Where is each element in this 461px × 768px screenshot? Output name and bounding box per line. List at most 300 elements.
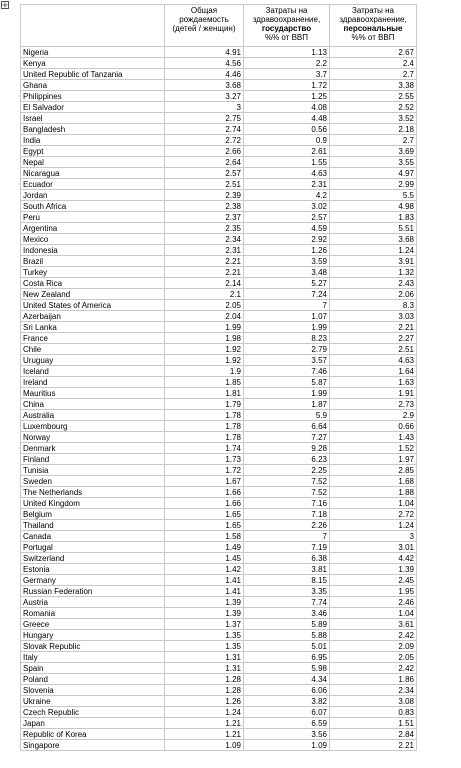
table-row bbox=[21, 597, 417, 608]
header-fertility: Общая рождаемость (детей / женщин) bbox=[165, 5, 244, 47]
gov-expenditure-cell[interactable]: 2.79 bbox=[244, 344, 330, 355]
private-expenditure-cell[interactable]: 3.38 bbox=[330, 80, 417, 91]
private-expenditure-cell[interactable]: 2.21 bbox=[330, 740, 417, 751]
table-row bbox=[21, 355, 417, 366]
fertility-cell[interactable]: 1.28 bbox=[165, 674, 244, 685]
fertility-cell[interactable]: 2.66 bbox=[165, 146, 244, 157]
table-row bbox=[21, 179, 417, 190]
private-expenditure-cell[interactable]: 2.46 bbox=[330, 597, 417, 608]
table-row bbox=[21, 377, 417, 388]
gov-expenditure-cell[interactable]: 6.59 bbox=[244, 718, 330, 729]
private-expenditure-cell[interactable]: 4.63 bbox=[330, 355, 417, 366]
gov-expenditure-cell[interactable]: 7.52 bbox=[244, 476, 330, 487]
country-cell[interactable]: Switzerland bbox=[21, 553, 165, 564]
table-row bbox=[21, 696, 417, 707]
country-cell[interactable]: Nicaragua bbox=[21, 168, 165, 179]
gov-expenditure-cell[interactable]: 7.52 bbox=[244, 487, 330, 498]
table-row bbox=[21, 685, 417, 696]
country-cell[interactable]: Philippines bbox=[21, 91, 165, 102]
private-expenditure-cell[interactable]: 2.34 bbox=[330, 685, 417, 696]
private-expenditure-cell[interactable]: 2.18 bbox=[330, 124, 417, 135]
country-cell[interactable]: Italy bbox=[21, 652, 165, 663]
table-row bbox=[21, 718, 417, 729]
table-row bbox=[21, 476, 417, 487]
fertility-cell[interactable]: 2.21 bbox=[165, 267, 244, 278]
table-row bbox=[21, 575, 417, 586]
country-cell[interactable]: El Salvador bbox=[21, 102, 165, 113]
private-expenditure-cell[interactable]: 3 bbox=[330, 531, 417, 542]
fertility-cell[interactable]: 2.31 bbox=[165, 245, 244, 256]
private-expenditure-cell[interactable]: 2.05 bbox=[330, 652, 417, 663]
fertility-cell[interactable]: 1.99 bbox=[165, 322, 244, 333]
gov-expenditure-cell[interactable]: 1.99 bbox=[244, 322, 330, 333]
table-row bbox=[21, 135, 417, 146]
table-row bbox=[21, 234, 417, 245]
country-cell[interactable]: Romania bbox=[21, 608, 165, 619]
private-expenditure-cell[interactable]: 2.42 bbox=[330, 663, 417, 674]
private-expenditure-cell[interactable]: 1.63 bbox=[330, 377, 417, 388]
table-row bbox=[21, 146, 417, 157]
country-cell[interactable]: Portugal bbox=[21, 542, 165, 553]
gov-expenditure-cell[interactable]: 7 bbox=[244, 531, 330, 542]
country-cell[interactable]: Mexico bbox=[21, 234, 165, 245]
private-expenditure-cell[interactable]: 2.51 bbox=[330, 344, 417, 355]
gov-expenditure-cell[interactable]: 3.02 bbox=[244, 201, 330, 212]
fertility-cell[interactable]: 1.66 bbox=[165, 487, 244, 498]
fertility-cell[interactable]: 4.46 bbox=[165, 69, 244, 80]
gov-expenditure-cell[interactable]: 1.99 bbox=[244, 388, 330, 399]
fertility-cell[interactable]: 1.65 bbox=[165, 520, 244, 531]
private-expenditure-cell[interactable]: 2.27 bbox=[330, 333, 417, 344]
private-expenditure-cell[interactable]: 1.51 bbox=[330, 718, 417, 729]
private-expenditure-cell[interactable]: 2.42 bbox=[330, 630, 417, 641]
private-expenditure-cell[interactable]: 2.45 bbox=[330, 575, 417, 586]
country-cell[interactable]: Argentina bbox=[21, 223, 165, 234]
country-cell[interactable]: Brazil bbox=[21, 256, 165, 267]
gov-expenditure-cell[interactable]: 1.72 bbox=[244, 80, 330, 91]
private-expenditure-cell[interactable]: 2.84 bbox=[330, 729, 417, 740]
gov-expenditure-cell[interactable]: 4.34 bbox=[244, 674, 330, 685]
private-expenditure-cell[interactable]: 1.64 bbox=[330, 366, 417, 377]
fertility-cell[interactable]: 2.05 bbox=[165, 300, 244, 311]
country-cell[interactable]: Indonesia bbox=[21, 245, 165, 256]
gov-expenditure-cell[interactable]: 8.23 bbox=[244, 333, 330, 344]
fertility-cell[interactable]: 1.39 bbox=[165, 608, 244, 619]
country-cell[interactable]: Egypt bbox=[21, 146, 165, 157]
table-row bbox=[21, 553, 417, 564]
fertility-cell[interactable]: 1.73 bbox=[165, 454, 244, 465]
fertility-cell[interactable]: 2.14 bbox=[165, 278, 244, 289]
table-row bbox=[21, 443, 417, 454]
fertility-cell[interactable]: 2.37 bbox=[165, 212, 244, 223]
gov-expenditure-cell[interactable]: 0.9 bbox=[244, 135, 330, 146]
gov-expenditure-cell[interactable]: 3.56 bbox=[244, 729, 330, 740]
country-cell[interactable]: Ecuador bbox=[21, 179, 165, 190]
country-cell[interactable]: Ukraine bbox=[21, 696, 165, 707]
country-cell[interactable]: Russian Federation bbox=[21, 586, 165, 597]
gov-expenditure-cell[interactable]: 3.46 bbox=[244, 608, 330, 619]
gov-expenditure-cell[interactable]: 7.46 bbox=[244, 366, 330, 377]
country-cell[interactable]: Jordan bbox=[21, 190, 165, 201]
table-row bbox=[21, 608, 417, 619]
private-expenditure-cell[interactable]: 3.61 bbox=[330, 619, 417, 630]
table-row bbox=[21, 388, 417, 399]
private-expenditure-cell[interactable]: 2.21 bbox=[330, 322, 417, 333]
private-expenditure-cell[interactable]: 2.67 bbox=[330, 47, 417, 58]
table-row bbox=[21, 289, 417, 300]
fertility-cell[interactable]: 2.39 bbox=[165, 190, 244, 201]
private-expenditure-cell[interactable]: 2.7 bbox=[330, 135, 417, 146]
private-expenditure-cell[interactable]: 1.86 bbox=[330, 674, 417, 685]
fertility-cell[interactable]: 1.21 bbox=[165, 718, 244, 729]
table-row bbox=[21, 454, 417, 465]
country-cell[interactable]: Nigeria bbox=[21, 47, 165, 58]
gov-expenditure-cell[interactable]: 5.87 bbox=[244, 377, 330, 388]
fertility-cell[interactable]: 1.39 bbox=[165, 597, 244, 608]
gov-expenditure-cell[interactable]: 5.88 bbox=[244, 630, 330, 641]
gov-expenditure-cell[interactable]: 5.9 bbox=[244, 410, 330, 421]
table-row bbox=[21, 498, 417, 509]
fertility-cell[interactable]: 1.85 bbox=[165, 377, 244, 388]
gov-expenditure-cell[interactable]: 1.55 bbox=[244, 157, 330, 168]
gov-expenditure-cell[interactable]: 2.31 bbox=[244, 179, 330, 190]
country-cell[interactable]: Greece bbox=[21, 619, 165, 630]
private-expenditure-cell[interactable]: 1.04 bbox=[330, 608, 417, 619]
private-expenditure-cell[interactable]: 1.95 bbox=[330, 586, 417, 597]
country-cell[interactable]: Spain bbox=[21, 663, 165, 674]
header-country bbox=[21, 5, 165, 47]
table-row bbox=[21, 542, 417, 553]
private-expenditure-cell[interactable]: 2.85 bbox=[330, 465, 417, 476]
fertility-cell[interactable]: 2.72 bbox=[165, 135, 244, 146]
header-priv-suffix: %% от ВВП bbox=[351, 33, 395, 42]
country-cell[interactable]: Slovenia bbox=[21, 685, 165, 696]
table-row bbox=[21, 91, 417, 102]
fertility-cell[interactable]: 1.74 bbox=[165, 443, 244, 454]
gov-expenditure-cell[interactable]: 5.01 bbox=[244, 641, 330, 652]
country-cell[interactable]: Singapore bbox=[21, 740, 165, 751]
fertility-cell[interactable]: 1.26 bbox=[165, 696, 244, 707]
gov-expenditure-cell[interactable]: 9.28 bbox=[244, 443, 330, 454]
gov-expenditure-cell[interactable]: 1.26 bbox=[244, 245, 330, 256]
gov-expenditure-cell[interactable]: 2.25 bbox=[244, 465, 330, 476]
private-expenditure-cell[interactable]: 3.03 bbox=[330, 311, 417, 322]
gov-expenditure-cell[interactable]: 8.15 bbox=[244, 575, 330, 586]
gov-expenditure-cell[interactable]: 3.7 bbox=[244, 69, 330, 80]
fertility-cell[interactable]: 1.92 bbox=[165, 355, 244, 366]
country-cell[interactable]: The Netherlands bbox=[21, 487, 165, 498]
country-cell[interactable]: Sri Lanka bbox=[21, 322, 165, 333]
country-cell[interactable]: India bbox=[21, 135, 165, 146]
country-cell[interactable]: Thailand bbox=[21, 520, 165, 531]
fertility-cell[interactable]: 1.79 bbox=[165, 399, 244, 410]
gov-expenditure-cell[interactable]: 7.74 bbox=[244, 597, 330, 608]
fertility-cell[interactable]: 1.81 bbox=[165, 388, 244, 399]
fertility-cell[interactable]: 1.41 bbox=[165, 586, 244, 597]
gov-expenditure-cell[interactable]: 4.2 bbox=[244, 190, 330, 201]
fertility-cell[interactable]: 2.35 bbox=[165, 223, 244, 234]
gov-expenditure-cell[interactable]: 3.35 bbox=[244, 586, 330, 597]
private-expenditure-cell[interactable]: 2.43 bbox=[330, 278, 417, 289]
fertility-cell[interactable]: 3.68 bbox=[165, 80, 244, 91]
country-cell[interactable]: Israel bbox=[21, 113, 165, 124]
table-row bbox=[21, 300, 417, 311]
gov-expenditure-cell[interactable]: 2.2 bbox=[244, 58, 330, 69]
table-row bbox=[21, 630, 417, 641]
fertility-cell[interactable]: 4.91 bbox=[165, 47, 244, 58]
country-cell[interactable]: Sweden bbox=[21, 476, 165, 487]
country-cell[interactable]: China bbox=[21, 399, 165, 410]
fertility-cell[interactable]: 3 bbox=[165, 102, 244, 113]
fertility-cell[interactable]: 1.92 bbox=[165, 344, 244, 355]
private-expenditure-cell[interactable]: 3.55 bbox=[330, 157, 417, 168]
fertility-cell[interactable]: 1.35 bbox=[165, 641, 244, 652]
country-cell[interactable]: Luxembourg bbox=[21, 421, 165, 432]
private-expenditure-cell[interactable]: 1.68 bbox=[330, 476, 417, 487]
table-row bbox=[21, 465, 417, 476]
country-cell[interactable]: Germany bbox=[21, 575, 165, 586]
private-expenditure-cell[interactable]: 1.88 bbox=[330, 487, 417, 498]
private-expenditure-cell[interactable]: 3.91 bbox=[330, 256, 417, 267]
country-cell[interactable]: United Republic of Tanzania bbox=[21, 69, 165, 80]
fertility-cell[interactable]: 1.09 bbox=[165, 740, 244, 751]
private-expenditure-cell[interactable]: 1.43 bbox=[330, 432, 417, 443]
fertility-cell[interactable]: 1.66 bbox=[165, 498, 244, 509]
fertility-cell[interactable]: 1.42 bbox=[165, 564, 244, 575]
country-cell[interactable]: United States of America bbox=[21, 300, 165, 311]
table-row bbox=[21, 190, 417, 201]
private-expenditure-cell[interactable]: 2.52 bbox=[330, 102, 417, 113]
country-cell[interactable]: Peru bbox=[21, 212, 165, 223]
country-cell[interactable]: Tunisia bbox=[21, 465, 165, 476]
gov-expenditure-cell[interactable]: 5.98 bbox=[244, 663, 330, 674]
gov-expenditure-cell[interactable]: 5.27 bbox=[244, 278, 330, 289]
table-row bbox=[21, 168, 417, 179]
country-cell[interactable]: Finland bbox=[21, 454, 165, 465]
country-cell[interactable]: South Africa bbox=[21, 201, 165, 212]
fertility-cell[interactable]: 1.49 bbox=[165, 542, 244, 553]
country-cell[interactable]: Australia bbox=[21, 410, 165, 421]
private-expenditure-cell[interactable]: 0.66 bbox=[330, 421, 417, 432]
gov-expenditure-cell[interactable]: 4.63 bbox=[244, 168, 330, 179]
fertility-cell[interactable]: 1.41 bbox=[165, 575, 244, 586]
country-cell[interactable]: Republic of Korea bbox=[21, 729, 165, 740]
country-cell[interactable]: Uruguay bbox=[21, 355, 165, 366]
table-row bbox=[21, 157, 417, 168]
country-cell[interactable]: Ireland bbox=[21, 377, 165, 388]
gov-expenditure-cell[interactable]: 0.56 bbox=[244, 124, 330, 135]
gov-expenditure-cell[interactable]: 7.27 bbox=[244, 432, 330, 443]
table-row bbox=[21, 223, 417, 234]
gov-expenditure-cell[interactable]: 7 bbox=[244, 300, 330, 311]
country-cell[interactable]: Hungary bbox=[21, 630, 165, 641]
fertility-cell[interactable]: 1.67 bbox=[165, 476, 244, 487]
fertility-cell[interactable]: 2.51 bbox=[165, 179, 244, 190]
gov-expenditure-cell[interactable]: 4.48 bbox=[244, 113, 330, 124]
private-expenditure-cell[interactable]: 1.24 bbox=[330, 245, 417, 256]
fertility-cell[interactable]: 2.75 bbox=[165, 113, 244, 124]
private-expenditure-cell[interactable]: 1.97 bbox=[330, 454, 417, 465]
country-cell[interactable]: Poland bbox=[21, 674, 165, 685]
gov-expenditure-cell[interactable]: 3.57 bbox=[244, 355, 330, 366]
country-cell[interactable]: Canada bbox=[21, 531, 165, 542]
fertility-cell[interactable]: 1.28 bbox=[165, 685, 244, 696]
private-expenditure-cell[interactable]: 2.73 bbox=[330, 399, 417, 410]
fertility-cell[interactable]: 1.9 bbox=[165, 366, 244, 377]
country-cell[interactable]: Kenya bbox=[21, 58, 165, 69]
gov-expenditure-cell[interactable]: 1.87 bbox=[244, 399, 330, 410]
fertility-cell[interactable]: 2.57 bbox=[165, 168, 244, 179]
country-cell[interactable]: Costa Rica bbox=[21, 278, 165, 289]
private-expenditure-cell[interactable]: 1.91 bbox=[330, 388, 417, 399]
fertility-cell[interactable]: 2.38 bbox=[165, 201, 244, 212]
gov-expenditure-cell[interactable]: 4.08 bbox=[244, 102, 330, 113]
private-expenditure-cell[interactable]: 2.4 bbox=[330, 58, 417, 69]
table-row bbox=[21, 410, 417, 421]
gov-expenditure-cell[interactable]: 1.09 bbox=[244, 740, 330, 751]
gov-expenditure-cell[interactable]: 3.48 bbox=[244, 267, 330, 278]
fertility-cell[interactable]: 3.27 bbox=[165, 91, 244, 102]
fertility-cell[interactable]: 4.56 bbox=[165, 58, 244, 69]
private-expenditure-cell[interactable]: 4.42 bbox=[330, 553, 417, 564]
private-expenditure-cell[interactable]: 2.55 bbox=[330, 91, 417, 102]
fertility-cell[interactable]: 1.31 bbox=[165, 652, 244, 663]
country-cell[interactable]: Bangladesh bbox=[21, 124, 165, 135]
private-expenditure-cell[interactable]: 8.3 bbox=[330, 300, 417, 311]
gov-expenditure-cell[interactable]: 3.82 bbox=[244, 696, 330, 707]
table-move-handle-icon[interactable] bbox=[1, 1, 9, 9]
country-cell[interactable]: France bbox=[21, 333, 165, 344]
gov-expenditure-cell[interactable]: 7.18 bbox=[244, 509, 330, 520]
fertility-cell[interactable]: 1.24 bbox=[165, 707, 244, 718]
country-cell[interactable]: Czech Republic bbox=[21, 707, 165, 718]
country-cell[interactable]: New Zealand bbox=[21, 289, 165, 300]
country-cell[interactable]: United Kingdom bbox=[21, 498, 165, 509]
gov-expenditure-cell[interactable]: 7.19 bbox=[244, 542, 330, 553]
private-expenditure-cell[interactable]: 1.24 bbox=[330, 520, 417, 531]
private-expenditure-cell[interactable]: 1.83 bbox=[330, 212, 417, 223]
table-row bbox=[21, 652, 417, 663]
gov-expenditure-cell[interactable]: 6.64 bbox=[244, 421, 330, 432]
fertility-cell[interactable]: 1.35 bbox=[165, 630, 244, 641]
private-expenditure-cell[interactable]: 2.9 bbox=[330, 410, 417, 421]
gov-expenditure-cell[interactable]: 6.07 bbox=[244, 707, 330, 718]
private-expenditure-cell[interactable]: 4.97 bbox=[330, 168, 417, 179]
country-cell[interactable]: Nepal bbox=[21, 157, 165, 168]
private-expenditure-cell[interactable]: 1.04 bbox=[330, 498, 417, 509]
gov-expenditure-cell[interactable]: 2.26 bbox=[244, 520, 330, 531]
private-expenditure-cell[interactable]: 1.32 bbox=[330, 267, 417, 278]
fertility-cell[interactable]: 1.58 bbox=[165, 531, 244, 542]
table-row bbox=[21, 344, 417, 355]
country-cell[interactable]: Austria bbox=[21, 597, 165, 608]
gov-expenditure-cell[interactable]: 2.57 bbox=[244, 212, 330, 223]
fertility-cell[interactable]: 1.31 bbox=[165, 663, 244, 674]
table-row bbox=[21, 102, 417, 113]
country-cell[interactable]: Azerbaijan bbox=[21, 311, 165, 322]
fertility-cell[interactable]: 2.21 bbox=[165, 256, 244, 267]
fertility-cell[interactable]: 1.45 bbox=[165, 553, 244, 564]
fertility-cell[interactable]: 1.65 bbox=[165, 509, 244, 520]
fertility-cell[interactable]: 2.64 bbox=[165, 157, 244, 168]
fertility-cell[interactable]: 1.78 bbox=[165, 410, 244, 421]
private-expenditure-cell[interactable]: 2.7 bbox=[330, 69, 417, 80]
table-row bbox=[21, 113, 417, 124]
country-cell[interactable]: Denmark bbox=[21, 443, 165, 454]
country-cell[interactable]: Estonia bbox=[21, 564, 165, 575]
country-cell[interactable]: Ghana bbox=[21, 80, 165, 91]
gov-expenditure-cell[interactable]: 3.81 bbox=[244, 564, 330, 575]
table-row bbox=[21, 421, 417, 432]
private-expenditure-cell[interactable]: 5.51 bbox=[330, 223, 417, 234]
gov-expenditure-cell[interactable]: 3.59 bbox=[244, 256, 330, 267]
country-cell[interactable]: Iceland bbox=[21, 366, 165, 377]
private-expenditure-cell[interactable]: 0.83 bbox=[330, 707, 417, 718]
private-expenditure-cell[interactable]: 2.99 bbox=[330, 179, 417, 190]
fertility-cell[interactable]: 1.78 bbox=[165, 432, 244, 443]
private-expenditure-cell[interactable]: 1.39 bbox=[330, 564, 417, 575]
country-cell[interactable]: Chile bbox=[21, 344, 165, 355]
private-expenditure-cell[interactable]: 3.52 bbox=[330, 113, 417, 124]
gov-expenditure-cell[interactable]: 6.95 bbox=[244, 652, 330, 663]
private-expenditure-cell[interactable]: 5.5 bbox=[330, 190, 417, 201]
private-expenditure-cell[interactable]: 4.98 bbox=[330, 201, 417, 212]
private-expenditure-cell[interactable]: 3.69 bbox=[330, 146, 417, 157]
private-expenditure-cell[interactable]: 2.09 bbox=[330, 641, 417, 652]
private-expenditure-cell[interactable]: 1.52 bbox=[330, 443, 417, 454]
fertility-cell[interactable]: 2.34 bbox=[165, 234, 244, 245]
table-row bbox=[21, 520, 417, 531]
gov-expenditure-cell[interactable]: 2.92 bbox=[244, 234, 330, 245]
gov-expenditure-cell[interactable]: 1.13 bbox=[244, 47, 330, 58]
private-expenditure-cell[interactable]: 2.72 bbox=[330, 509, 417, 520]
gov-expenditure-cell[interactable]: 6.38 bbox=[244, 553, 330, 564]
private-expenditure-cell[interactable]: 3.01 bbox=[330, 542, 417, 553]
gov-expenditure-cell[interactable]: 2.61 bbox=[244, 146, 330, 157]
gov-expenditure-cell[interactable]: 7.24 bbox=[244, 289, 330, 300]
fertility-cell[interactable]: 1.37 bbox=[165, 619, 244, 630]
country-cell[interactable]: Belgium bbox=[21, 509, 165, 520]
fertility-cell[interactable]: 1.78 bbox=[165, 421, 244, 432]
private-expenditure-cell[interactable]: 2.06 bbox=[330, 289, 417, 300]
gov-expenditure-cell[interactable]: 1.07 bbox=[244, 311, 330, 322]
gov-expenditure-cell[interactable]: 7.16 bbox=[244, 498, 330, 509]
fertility-cell[interactable]: 1.98 bbox=[165, 333, 244, 344]
fertility-cell[interactable]: 2.1 bbox=[165, 289, 244, 300]
country-cell[interactable]: Japan bbox=[21, 718, 165, 729]
table-row bbox=[21, 124, 417, 135]
gov-expenditure-cell[interactable]: 6.23 bbox=[244, 454, 330, 465]
gov-expenditure-cell[interactable]: 1.25 bbox=[244, 91, 330, 102]
table-row bbox=[21, 487, 417, 498]
private-expenditure-cell[interactable]: 3.08 bbox=[330, 696, 417, 707]
fertility-cell[interactable]: 1.72 bbox=[165, 465, 244, 476]
fertility-cell[interactable]: 1.21 bbox=[165, 729, 244, 740]
gov-expenditure-cell[interactable]: 5.89 bbox=[244, 619, 330, 630]
fertility-cell[interactable]: 2.74 bbox=[165, 124, 244, 135]
country-cell[interactable]: Norway bbox=[21, 432, 165, 443]
country-cell[interactable]: Mauritius bbox=[21, 388, 165, 399]
gov-expenditure-cell[interactable]: 6.06 bbox=[244, 685, 330, 696]
fertility-cell[interactable]: 2.04 bbox=[165, 311, 244, 322]
gov-expenditure-cell[interactable]: 4.59 bbox=[244, 223, 330, 234]
private-expenditure-cell[interactable]: 3.68 bbox=[330, 234, 417, 245]
country-cell[interactable]: Turkey bbox=[21, 267, 165, 278]
table-row bbox=[21, 740, 417, 751]
header-gov-expenditure bbox=[244, 5, 330, 47]
header-priv-bold: персональные bbox=[343, 24, 403, 33]
country-cell[interactable]: Slovak Republic bbox=[21, 641, 165, 652]
